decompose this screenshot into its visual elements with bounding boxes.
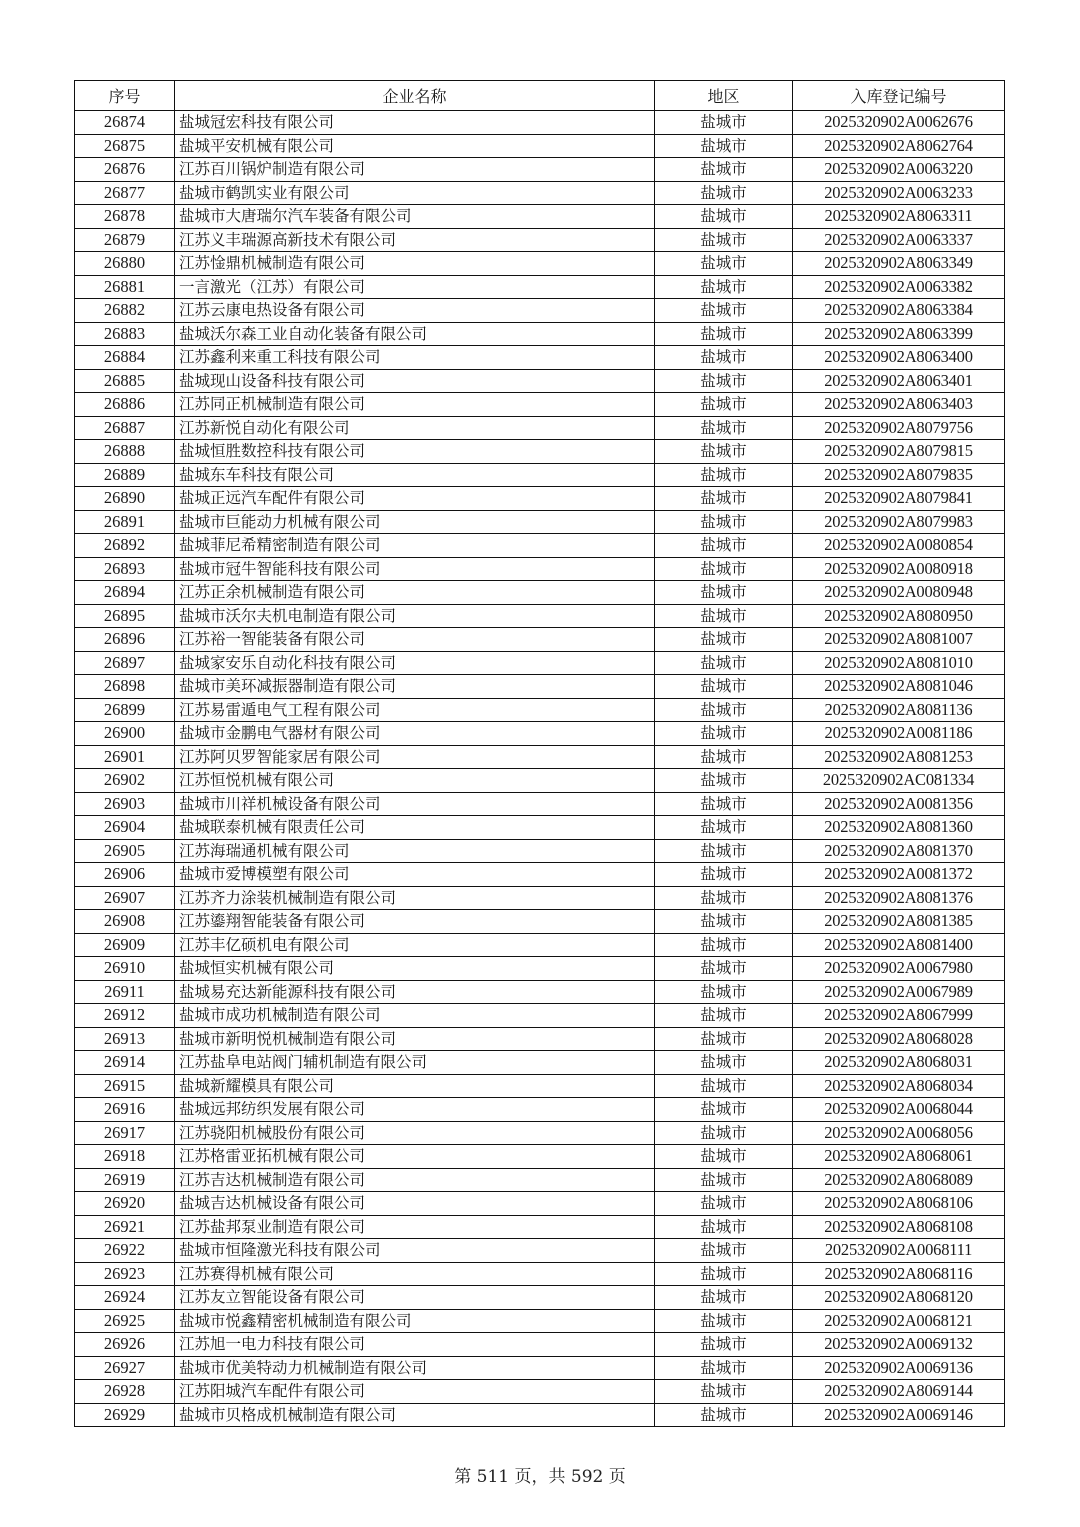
cell-registration-code: 2025320902A0080854	[793, 534, 1005, 558]
cell-registration-code: 2025320902A0069146	[793, 1403, 1005, 1427]
cell-registration-code: 2025320902A8079815	[793, 440, 1005, 464]
cell-serial-number: 26918	[75, 1145, 175, 1169]
cell-company-name: 江苏百川锅炉制造有限公司	[175, 158, 655, 182]
cell-region: 盐城市	[655, 1403, 793, 1427]
cell-registration-code: 2025320902A0067989	[793, 980, 1005, 1004]
cell-serial-number: 26889	[75, 463, 175, 487]
cell-region: 盐城市	[655, 1286, 793, 1310]
cell-region: 盐城市	[655, 1262, 793, 1286]
cell-region: 盐城市	[655, 1215, 793, 1239]
cell-serial-number: 26929	[75, 1403, 175, 1427]
cell-company-name: 盐城市冠牛智能科技有限公司	[175, 557, 655, 581]
cell-serial-number: 26894	[75, 581, 175, 605]
enterprise-table	[74, 80, 1005, 1427]
table-row	[75, 1403, 1005, 1427]
table-row	[75, 604, 1005, 628]
cell-registration-code: 2025320902A0062676	[793, 111, 1005, 135]
table-row	[75, 745, 1005, 769]
cell-company-name: 盐城恒胜数控科技有限公司	[175, 440, 655, 464]
cell-registration-code: 2025320902A8063403	[793, 393, 1005, 417]
table-row	[75, 416, 1005, 440]
table-row	[75, 651, 1005, 675]
table-row	[75, 463, 1005, 487]
table-row	[75, 980, 1005, 1004]
cell-serial-number: 26922	[75, 1239, 175, 1263]
cell-serial-number: 26910	[75, 957, 175, 981]
table-row	[75, 1215, 1005, 1239]
table-row	[75, 1333, 1005, 1357]
cell-serial-number: 26886	[75, 393, 175, 417]
table-row	[75, 393, 1005, 417]
cell-region: 盐城市	[655, 628, 793, 652]
table-row	[75, 158, 1005, 182]
cell-serial-number: 26914	[75, 1051, 175, 1075]
cell-serial-number: 26887	[75, 416, 175, 440]
cell-registration-code: 2025320902A0063220	[793, 158, 1005, 182]
cell-serial-number: 26917	[75, 1121, 175, 1145]
cell-serial-number: 26881	[75, 275, 175, 299]
cell-serial-number: 26900	[75, 722, 175, 746]
cell-serial-number: 26892	[75, 534, 175, 558]
table-row	[75, 346, 1005, 370]
cell-region: 盐城市	[655, 1380, 793, 1404]
cell-company-name: 盐城菲尼希精密制造有限公司	[175, 534, 655, 558]
cell-serial-number: 26897	[75, 651, 175, 675]
cell-serial-number: 26895	[75, 604, 175, 628]
cell-region: 盐城市	[655, 134, 793, 158]
header-company-name: 企业名称	[175, 81, 655, 111]
table-row	[75, 1356, 1005, 1380]
table-row	[75, 322, 1005, 346]
cell-region: 盐城市	[655, 346, 793, 370]
table-row	[75, 1380, 1005, 1404]
table-row	[75, 1027, 1005, 1051]
cell-registration-code: 2025320902A8068089	[793, 1168, 1005, 1192]
cell-registration-code: 2025320902A8081400	[793, 933, 1005, 957]
cell-registration-code: 2025320902A8068120	[793, 1286, 1005, 1310]
cell-region: 盐城市	[655, 1333, 793, 1357]
cell-registration-code: 2025320902A8068106	[793, 1192, 1005, 1216]
cell-company-name: 江苏恒悦机械有限公司	[175, 769, 655, 793]
cell-company-name: 江苏新悦自动化有限公司	[175, 416, 655, 440]
cell-serial-number: 26883	[75, 322, 175, 346]
cell-registration-code: 2025320902A8079841	[793, 487, 1005, 511]
cell-serial-number: 26908	[75, 910, 175, 934]
cell-company-name: 江苏阳城汽车配件有限公司	[175, 1380, 655, 1404]
table-body	[75, 111, 1005, 1427]
cell-registration-code: 2025320902A8069144	[793, 1380, 1005, 1404]
cell-company-name: 江苏赛得机械有限公司	[175, 1262, 655, 1286]
cell-company-name: 江苏鑫利来重工科技有限公司	[175, 346, 655, 370]
cell-registration-code: 2025320902A0081356	[793, 792, 1005, 816]
cell-registration-code: 2025320902A0069136	[793, 1356, 1005, 1380]
cell-region: 盐城市	[655, 1004, 793, 1028]
cell-registration-code: 2025320902A8081360	[793, 816, 1005, 840]
cell-region: 盐城市	[655, 275, 793, 299]
cell-company-name: 江苏裕一智能装备有限公司	[175, 628, 655, 652]
cell-registration-code: 2025320902A8063311	[793, 205, 1005, 229]
cell-serial-number: 26880	[75, 252, 175, 276]
table-row	[75, 698, 1005, 722]
table-row	[75, 181, 1005, 205]
cell-region: 盐城市	[655, 1356, 793, 1380]
cell-company-name: 江苏海瑞通机械有限公司	[175, 839, 655, 863]
cell-serial-number: 26915	[75, 1074, 175, 1098]
cell-region: 盐城市	[655, 487, 793, 511]
cell-region: 盐城市	[655, 1121, 793, 1145]
cell-region: 盐城市	[655, 1168, 793, 1192]
cell-serial-number: 26919	[75, 1168, 175, 1192]
cell-registration-code: 2025320902A8081370	[793, 839, 1005, 863]
cell-company-name: 盐城市悦鑫精密机械制造有限公司	[175, 1309, 655, 1333]
table-row	[75, 910, 1005, 934]
cell-company-name: 江苏丰亿硕机电有限公司	[175, 933, 655, 957]
cell-region: 盐城市	[655, 1074, 793, 1098]
cell-region: 盐城市	[655, 322, 793, 346]
cell-company-name: 江苏义丰瑞源高新技术有限公司	[175, 228, 655, 252]
cell-registration-code: 2025320902A8067999	[793, 1004, 1005, 1028]
cell-region: 盐城市	[655, 557, 793, 581]
cell-company-name: 江苏盐邦泵业制造有限公司	[175, 1215, 655, 1239]
cell-company-name: 盐城联泰机械有限责任公司	[175, 816, 655, 840]
cell-serial-number: 26885	[75, 369, 175, 393]
table-row	[75, 134, 1005, 158]
cell-region: 盐城市	[655, 722, 793, 746]
cell-serial-number: 26923	[75, 1262, 175, 1286]
cell-region: 盐城市	[655, 416, 793, 440]
cell-serial-number: 26878	[75, 205, 175, 229]
cell-company-name: 盐城冠宏科技有限公司	[175, 111, 655, 135]
cell-registration-code: 2025320902A0063382	[793, 275, 1005, 299]
cell-registration-code: 2025320902A8063349	[793, 252, 1005, 276]
table-row	[75, 534, 1005, 558]
table-row	[75, 228, 1005, 252]
header-serial-number: 序号	[75, 81, 175, 111]
cell-region: 盐城市	[655, 463, 793, 487]
cell-company-name: 江苏同正机械制造有限公司	[175, 393, 655, 417]
cell-company-name: 盐城恒实机械有限公司	[175, 957, 655, 981]
cell-serial-number: 26891	[75, 510, 175, 534]
cell-registration-code: 2025320902A8068116	[793, 1262, 1005, 1286]
table-row	[75, 1192, 1005, 1216]
cell-company-name: 盐城市川祥机械设备有限公司	[175, 792, 655, 816]
cell-registration-code: 2025320902A8081376	[793, 886, 1005, 910]
table-row	[75, 1309, 1005, 1333]
cell-region: 盐城市	[655, 1239, 793, 1263]
cell-serial-number: 26905	[75, 839, 175, 863]
header-registration-code: 入库登记编号	[793, 81, 1005, 111]
table-row	[75, 1004, 1005, 1028]
cell-serial-number: 26927	[75, 1356, 175, 1380]
cell-serial-number: 26884	[75, 346, 175, 370]
cell-region: 盐城市	[655, 1051, 793, 1075]
cell-registration-code: 2025320902A8081007	[793, 628, 1005, 652]
table-row	[75, 440, 1005, 464]
cell-company-name: 盐城市爱博模塑有限公司	[175, 863, 655, 887]
cell-registration-code: 2025320902A0068056	[793, 1121, 1005, 1145]
table-row	[75, 111, 1005, 135]
cell-company-name: 盐城沃尔森工业自动化装备有限公司	[175, 322, 655, 346]
cell-company-name: 江苏旭一电力科技有限公司	[175, 1333, 655, 1357]
cell-serial-number: 26907	[75, 886, 175, 910]
cell-serial-number: 26921	[75, 1215, 175, 1239]
cell-company-name: 江苏鎏翔智能装备有限公司	[175, 910, 655, 934]
cell-region: 盐城市	[655, 745, 793, 769]
cell-serial-number: 26911	[75, 980, 175, 1004]
table-row	[75, 1121, 1005, 1145]
cell-serial-number: 26901	[75, 745, 175, 769]
cell-registration-code: 2025320902A8068031	[793, 1051, 1005, 1075]
cell-serial-number: 26898	[75, 675, 175, 699]
cell-company-name: 盐城市金鹏电气器材有限公司	[175, 722, 655, 746]
cell-serial-number: 26879	[75, 228, 175, 252]
cell-serial-number: 26875	[75, 134, 175, 158]
cell-registration-code: 2025320902A8079983	[793, 510, 1005, 534]
cell-serial-number: 26904	[75, 816, 175, 840]
cell-registration-code: 2025320902A0080918	[793, 557, 1005, 581]
cell-company-name: 江苏骁阳机械股份有限公司	[175, 1121, 655, 1145]
cell-region: 盐城市	[655, 957, 793, 981]
cell-registration-code: 2025320902A0067980	[793, 957, 1005, 981]
cell-registration-code: 2025320902A8079835	[793, 463, 1005, 487]
table-row	[75, 839, 1005, 863]
table-row	[75, 581, 1005, 605]
cell-company-name: 盐城现山设备科技有限公司	[175, 369, 655, 393]
cell-region: 盐城市	[655, 1192, 793, 1216]
cell-registration-code: 2025320902A8063401	[793, 369, 1005, 393]
cell-company-name: 盐城市恒隆激光科技有限公司	[175, 1239, 655, 1263]
cell-registration-code: 2025320902A0063337	[793, 228, 1005, 252]
cell-region: 盐城市	[655, 604, 793, 628]
cell-serial-number: 26903	[75, 792, 175, 816]
cell-region: 盐城市	[655, 252, 793, 276]
cell-region: 盐城市	[655, 792, 793, 816]
cell-company-name: 江苏友立智能设备有限公司	[175, 1286, 655, 1310]
cell-registration-code: 2025320902A0080948	[793, 581, 1005, 605]
table-row	[75, 557, 1005, 581]
table-row	[75, 933, 1005, 957]
table-row	[75, 1239, 1005, 1263]
cell-registration-code: 2025320902A8063399	[793, 322, 1005, 346]
table-row	[75, 722, 1005, 746]
cell-region: 盐城市	[655, 698, 793, 722]
cell-serial-number: 26876	[75, 158, 175, 182]
cell-region: 盐城市	[655, 581, 793, 605]
cell-serial-number: 26920	[75, 1192, 175, 1216]
cell-registration-code: 2025320902A8081253	[793, 745, 1005, 769]
cell-region: 盐城市	[655, 1098, 793, 1122]
cell-registration-code: 2025320902A8068108	[793, 1215, 1005, 1239]
table-row	[75, 675, 1005, 699]
cell-serial-number: 26874	[75, 111, 175, 135]
table-row	[75, 510, 1005, 534]
cell-registration-code: 2025320902A0068044	[793, 1098, 1005, 1122]
table-row	[75, 487, 1005, 511]
cell-company-name: 盐城市大唐瑞尔汽车装备有限公司	[175, 205, 655, 229]
cell-serial-number: 26890	[75, 487, 175, 511]
cell-region: 盐城市	[655, 863, 793, 887]
cell-company-name: 盐城市沃尔夫机电制造有限公司	[175, 604, 655, 628]
cell-registration-code: 2025320902A0069132	[793, 1333, 1005, 1357]
cell-serial-number: 26926	[75, 1333, 175, 1357]
cell-region: 盐城市	[655, 816, 793, 840]
cell-company-name: 盐城易充达新能源科技有限公司	[175, 980, 655, 1004]
table-header-row	[75, 81, 1005, 111]
table-row	[75, 628, 1005, 652]
cell-company-name: 盐城正远汽车配件有限公司	[175, 487, 655, 511]
cell-registration-code: 2025320902A8081385	[793, 910, 1005, 934]
cell-registration-code: 2025320902A0063233	[793, 181, 1005, 205]
cell-registration-code: 2025320902A0068121	[793, 1309, 1005, 1333]
cell-company-name: 盐城市鹤凯实业有限公司	[175, 181, 655, 205]
cell-company-name: 江苏吉达机械制造有限公司	[175, 1168, 655, 1192]
cell-registration-code: 2025320902A8063384	[793, 299, 1005, 323]
cell-company-name: 江苏齐力涂装机械制造有限公司	[175, 886, 655, 910]
cell-company-name: 盐城新耀模具有限公司	[175, 1074, 655, 1098]
cell-registration-code: 2025320902A8081136	[793, 698, 1005, 722]
cell-region: 盐城市	[655, 1309, 793, 1333]
cell-region: 盐城市	[655, 228, 793, 252]
cell-serial-number: 26916	[75, 1098, 175, 1122]
cell-serial-number: 26912	[75, 1004, 175, 1028]
cell-serial-number: 26899	[75, 698, 175, 722]
cell-region: 盐城市	[655, 440, 793, 464]
table-row	[75, 1168, 1005, 1192]
cell-region: 盐城市	[655, 651, 793, 675]
cell-serial-number: 26928	[75, 1380, 175, 1404]
cell-serial-number: 26882	[75, 299, 175, 323]
cell-company-name: 江苏盐阜电站阀门辅机制造有限公司	[175, 1051, 655, 1075]
cell-region: 盐城市	[655, 769, 793, 793]
cell-region: 盐城市	[655, 181, 793, 205]
cell-region: 盐城市	[655, 369, 793, 393]
cell-region: 盐城市	[655, 205, 793, 229]
cell-company-name: 盐城东车科技有限公司	[175, 463, 655, 487]
table-row	[75, 769, 1005, 793]
table-row	[75, 1074, 1005, 1098]
cell-region: 盐城市	[655, 534, 793, 558]
cell-registration-code: 2025320902A8081010	[793, 651, 1005, 675]
cell-company-name: 盐城吉达机械设备有限公司	[175, 1192, 655, 1216]
cell-region: 盐城市	[655, 299, 793, 323]
cell-region: 盐城市	[655, 111, 793, 135]
table-row	[75, 816, 1005, 840]
cell-company-name: 一言激光（江苏）有限公司	[175, 275, 655, 299]
cell-company-name: 江苏易雷遁电气工程有限公司	[175, 698, 655, 722]
cell-registration-code: 2025320902A8062764	[793, 134, 1005, 158]
cell-company-name: 江苏格雷亚拓机械有限公司	[175, 1145, 655, 1169]
cell-registration-code: 2025320902A8079756	[793, 416, 1005, 440]
cell-serial-number: 26893	[75, 557, 175, 581]
cell-registration-code: 2025320902A0081372	[793, 863, 1005, 887]
cell-registration-code: 2025320902A8068034	[793, 1074, 1005, 1098]
table-row	[75, 252, 1005, 276]
cell-region: 盐城市	[655, 510, 793, 534]
cell-company-name: 盐城市新明悦机械制造有限公司	[175, 1027, 655, 1051]
cell-region: 盐城市	[655, 675, 793, 699]
cell-serial-number: 26925	[75, 1309, 175, 1333]
cell-registration-code: 2025320902A8068061	[793, 1145, 1005, 1169]
cell-registration-code: 2025320902A0068111	[793, 1239, 1005, 1263]
cell-region: 盐城市	[655, 933, 793, 957]
table-row	[75, 863, 1005, 887]
cell-region: 盐城市	[655, 910, 793, 934]
cell-company-name: 江苏阿贝罗智能家居有限公司	[175, 745, 655, 769]
cell-region: 盐城市	[655, 886, 793, 910]
table-row	[75, 792, 1005, 816]
cell-serial-number: 26906	[75, 863, 175, 887]
table-row	[75, 957, 1005, 981]
table-row	[75, 275, 1005, 299]
cell-registration-code: 2025320902A8080950	[793, 604, 1005, 628]
cell-company-name: 江苏惍鼎机械制造有限公司	[175, 252, 655, 276]
cell-region: 盐城市	[655, 1027, 793, 1051]
table-row	[75, 205, 1005, 229]
cell-registration-code: 2025320902AC081334	[793, 769, 1005, 793]
cell-serial-number: 26924	[75, 1286, 175, 1310]
cell-company-name: 盐城远邦纺织发展有限公司	[175, 1098, 655, 1122]
cell-serial-number: 26888	[75, 440, 175, 464]
cell-serial-number: 26913	[75, 1027, 175, 1051]
header-region: 地区	[655, 81, 793, 111]
cell-serial-number: 26877	[75, 181, 175, 205]
cell-serial-number: 26909	[75, 933, 175, 957]
cell-region: 盐城市	[655, 839, 793, 863]
cell-registration-code: 2025320902A8081046	[793, 675, 1005, 699]
cell-company-name: 江苏云康电热设备有限公司	[175, 299, 655, 323]
table-row	[75, 1051, 1005, 1075]
cell-region: 盐城市	[655, 393, 793, 417]
cell-region: 盐城市	[655, 158, 793, 182]
cell-registration-code: 2025320902A0081186	[793, 722, 1005, 746]
cell-company-name: 盐城平安机械有限公司	[175, 134, 655, 158]
page-number-footer: 第 511 页，共 592 页	[454, 1467, 626, 1487]
cell-company-name: 盐城市美环减振器制造有限公司	[175, 675, 655, 699]
table-row	[75, 369, 1005, 393]
cell-company-name: 盐城市优美特动力机械制造有限公司	[175, 1356, 655, 1380]
cell-company-name: 江苏正余机械制造有限公司	[175, 581, 655, 605]
cell-company-name: 盐城市贝格成机械制造有限公司	[175, 1403, 655, 1427]
cell-company-name: 盐城市巨能动力机械有限公司	[175, 510, 655, 534]
cell-registration-code: 2025320902A8063400	[793, 346, 1005, 370]
table-row	[75, 886, 1005, 910]
cell-region: 盐城市	[655, 980, 793, 1004]
cell-company-name: 盐城家安乐自动化科技有限公司	[175, 651, 655, 675]
cell-registration-code: 2025320902A8068028	[793, 1027, 1005, 1051]
cell-company-name: 盐城市成功机械制造有限公司	[175, 1004, 655, 1028]
cell-serial-number: 26896	[75, 628, 175, 652]
cell-serial-number: 26902	[75, 769, 175, 793]
table-row	[75, 299, 1005, 323]
table-row	[75, 1145, 1005, 1169]
cell-region: 盐城市	[655, 1145, 793, 1169]
table-row	[75, 1286, 1005, 1310]
table-row	[75, 1098, 1005, 1122]
table-row	[75, 1262, 1005, 1286]
